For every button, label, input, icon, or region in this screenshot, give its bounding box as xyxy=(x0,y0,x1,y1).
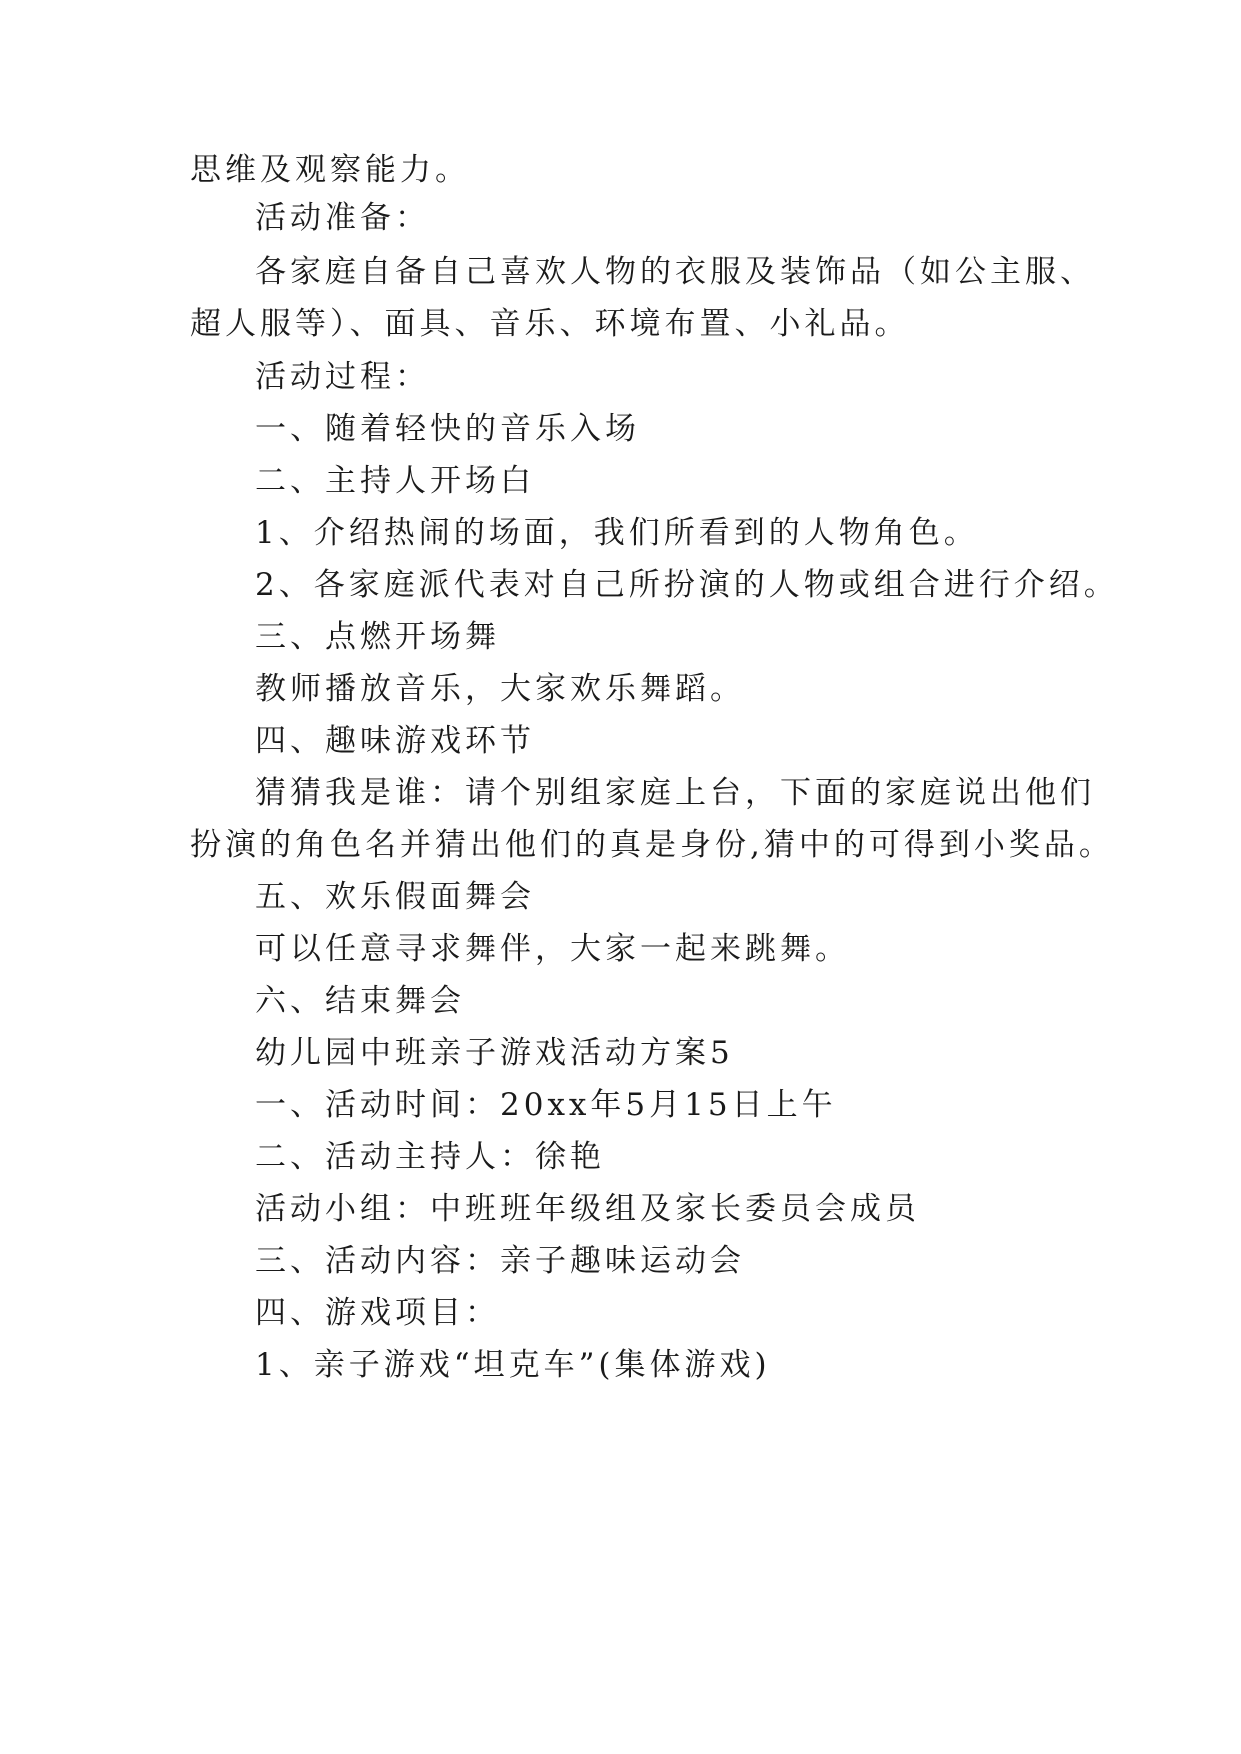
paragraph-line: 可以任意寻求舞伴，大家一起来跳舞。 xyxy=(255,931,850,967)
list-item: 三、活动内容：亲子趣味运动会 xyxy=(255,1243,745,1279)
list-item: 二、活动主持人：徐艳 xyxy=(255,1139,605,1175)
list-item: 一、随着轻快的音乐入场 xyxy=(255,411,640,447)
paragraph-line: 扮演的角色名并猜出他们的真是身份,猜中的可得到小奖品。 xyxy=(190,827,1114,863)
list-item: 2、各家庭派代表对自己所扮演的人物或组合进行介绍。 xyxy=(255,567,1119,603)
section-heading: 活动准备： xyxy=(255,200,430,236)
document-title: 幼儿园中班亲子游戏活动方案5 xyxy=(255,1035,734,1071)
list-item: 六、结束舞会 xyxy=(255,983,465,1019)
paragraph-line: 思维及观察能力。 xyxy=(190,152,470,188)
paragraph-line: 超人服等）、面具、音乐、环境布置、小礼品。 xyxy=(190,306,910,342)
list-item: 二、主持人开场白 xyxy=(255,463,535,499)
list-item: 四、游戏项目： xyxy=(255,1295,500,1331)
list-item: 四、趣味游戏环节 xyxy=(255,723,535,759)
list-item: 1、亲子游戏“坦克车”(集体游戏) xyxy=(255,1347,771,1383)
list-item: 三、点燃开场舞 xyxy=(255,619,500,655)
paragraph-line: 活动小组：中班班年级组及家长委员会成员 xyxy=(255,1191,920,1227)
paragraph-line: 猜猜我是谁：请个别组家庭上台，下面的家庭说出他们 xyxy=(255,775,1095,811)
paragraph-line: 教师播放音乐，大家欢乐舞蹈。 xyxy=(255,671,745,707)
section-heading: 活动过程： xyxy=(255,359,430,395)
list-item: 1、介绍热闹的场面，我们所看到的人物角色。 xyxy=(255,515,979,551)
list-item: 一、活动时间：20xx年5月15日上午 xyxy=(255,1087,837,1123)
list-item: 五、欢乐假面舞会 xyxy=(255,879,535,915)
paragraph-line: 各家庭自备自己喜欢人物的衣服及装饰品（如公主服、 xyxy=(255,254,1095,290)
